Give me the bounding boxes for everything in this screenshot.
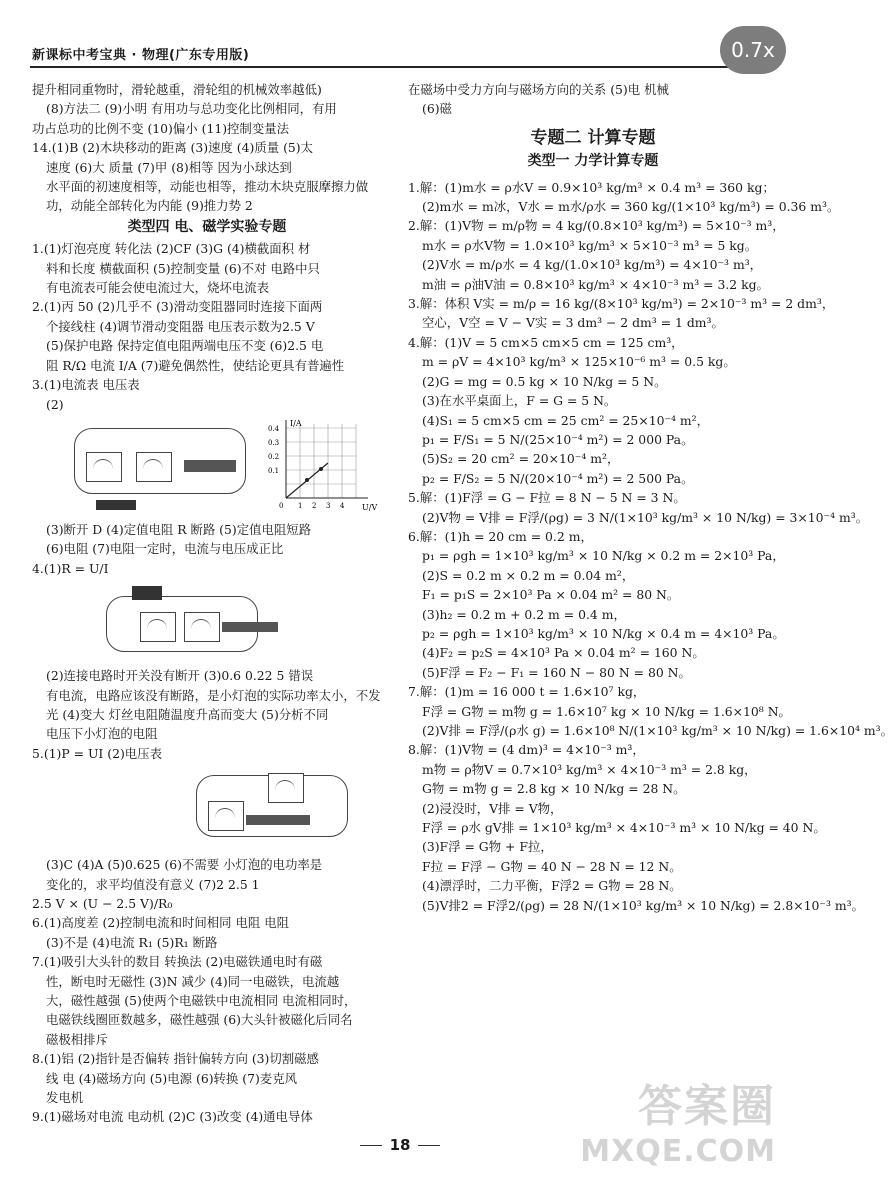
text-line: m物 = ρ物V = 0.7×10³ kg/m³ × 4×10⁻³ m³ = 2.8 kg， xyxy=(422,761,757,777)
text-line: 功，动能全部转化为内能 (9)推力势 2 xyxy=(46,198,253,214)
text-line: 性，断电时无磁性 (3)N 减少 (4)同一电磁铁，电流越 xyxy=(46,973,340,989)
text-line: 4.(1)R = U/I xyxy=(32,560,109,576)
text-line: p₂ = F/S₂ = 5 N/(20×10⁻⁴ m²) = 2 500 Pa。 xyxy=(422,470,694,486)
text-line: (2)V水 = m/ρ水 = 4 kg/(1.0×10³ kg/m³) = 4×10⁻³ m³， xyxy=(422,257,763,273)
text-line: 1.解：(1)m水 = ρ水V = 0.9×10³ kg/m³ × 0.4 m³ = 360 kg； xyxy=(408,179,775,195)
text-line: F浮 = G物 = m物 g = 1.6×10⁷ kg × 10 N/kg = 1.6×10⁸ N。 xyxy=(422,703,791,719)
text-line: (5)F浮 = F₂ − F₁ = 160 N − 80 N = 80 N。 xyxy=(422,664,691,680)
text-line: F浮 = ρ水 gV排 = 1×10³ kg/m³ × 4×10⁻³ m³ × 10 N/kg = 40 N。 xyxy=(422,820,826,836)
text-line: (6)电阻 (7)电阻一定时，电流与电压成正比 xyxy=(46,541,284,557)
text-line: 2.5 V × (U − 2.5 V)/R₀ xyxy=(32,895,173,911)
section-title-type4: 类型四 电、磁学实验专题 xyxy=(127,218,287,235)
text-line: 阻 R/Ω 电流 I/A (7)避免偶然性，使结论更具有普遍性 xyxy=(46,357,345,373)
rheostat-icon xyxy=(246,815,310,825)
graph-y-tick: 0.4 xyxy=(268,424,280,433)
text-line: (2)浸没时，V排 = V物， xyxy=(422,800,563,816)
text-line: (5)保护电路 保持定值电阻两端电压不变 (6)2.5 电 xyxy=(46,338,324,354)
text-line: (3)在水平桌面上，F = G = 5 N。 xyxy=(422,393,617,409)
graph-x-label: U/V xyxy=(362,502,378,512)
ammeter-icon xyxy=(86,452,122,482)
text-line: 2.解：(1)V物 = m/ρ物 = 4 kg/(0.8×10³ kg/m³) = 5×10⁻³ m³， xyxy=(408,218,785,234)
graph-origin: 0 xyxy=(279,501,284,510)
text-line: (5)S₂ = 20 cm² = 20×10⁻⁴ m²， xyxy=(422,451,620,467)
text-line: 4.解：(1)V = 5 cm×5 cm×5 cm = 125 cm³， xyxy=(408,334,684,350)
text-line: p₁ = F/S₁ = 5 N/(25×10⁻⁴ m²) = 2 000 Pa。 xyxy=(422,431,694,447)
text-line: m = ρV = 4×10³ kg/m³ × 125×10⁻⁶ m³ = 0.5 kg。 xyxy=(422,354,736,370)
topic-title: 专题二 计算专题 xyxy=(530,127,656,148)
voltmeter-icon xyxy=(136,452,172,482)
text-line: (4)F₂ = p₂S = 4×10³ Pa × 0.04 m² = 160 N。 xyxy=(422,645,705,661)
text-line: 8.(1)铝 (2)指针是否偏转 指针偏转方向 (3)切割磁感 xyxy=(32,1051,319,1067)
text-line: 1.(1)灯泡亮度 转化法 (2)CF (3)G (4)横截面积 材 xyxy=(32,241,311,257)
text-line: 提升相同重物时，滑轮越重，滑轮组的机械效率越低) xyxy=(32,82,322,97)
voltmeter-icon xyxy=(268,773,304,803)
text-line: 6.(1)高度差 (2)控制电流和时间相同 电阻 电阻 xyxy=(32,915,289,931)
voltmeter-icon xyxy=(184,612,220,642)
type-title: 类型一 力学计算专题 xyxy=(527,153,659,170)
text-line: 8.解：(1)V物 = (4 dm)³ = 4×10⁻³ m³， xyxy=(408,742,645,758)
ammeter-icon xyxy=(140,612,176,642)
page-number-text: 18 xyxy=(389,1136,411,1154)
text-line: F拉 = F浮 − G物 = 40 N − 28 N = 12 N。 xyxy=(422,858,682,874)
text-line: (2)V物 = V排 = F浮/(ρg) = 3 N/(1×10³ kg/m³ × 10 N/kg) = 3×10⁻⁴ m³。 xyxy=(422,509,869,525)
text-line: 7.解：(1)m = 16 000 t = 1.6×10⁷ kg， xyxy=(408,684,646,700)
graph-y-tick: 0.1 xyxy=(268,466,280,475)
text-line: 电压下小灯泡的电阻 xyxy=(46,726,158,742)
text-line: 功占总功的比例不变 (10)偏小 (11)控制变量法 xyxy=(32,120,289,136)
battery-icon xyxy=(96,500,136,510)
text-line: 电磁铁线圈匝数越多，磁性越强 (6)大头针被磁化后同名 xyxy=(46,1012,353,1028)
iu-graph xyxy=(264,418,384,512)
text-line: 空心，V空 = V − V实 = 3 dm³ − 2 dm³ = 1 dm³。 xyxy=(422,315,724,331)
text-line: 料和长度 横截面积 (5)控制变量 (6)不对 电路中只 xyxy=(46,260,320,276)
text-line: 线 电 (4)磁场方向 (5)电源 (6)转换 (7)麦克风 xyxy=(46,1070,297,1086)
ammeter-icon xyxy=(208,801,244,831)
right-column xyxy=(408,80,893,915)
text-line: (6)磁 xyxy=(422,101,452,117)
graph-x-tick: 3 xyxy=(326,501,331,510)
text-line: (4)漂浮时，二力平衡，F浮2 = G物 = 28 N。 xyxy=(422,878,682,894)
graph-x-tick: 2 xyxy=(312,501,317,510)
text-line: 14.(1)B (2)木块移动的距离 (3)速度 (4)质量 (5)太 xyxy=(32,140,314,156)
rheostat-icon xyxy=(184,460,236,472)
text-line: 大，磁性越强 (5)使两个电磁铁中电流相同 电流相同时， xyxy=(46,993,357,1008)
text-line: (2)连接电路时开关没有断开 (3)0.6 0.22 5 错误 xyxy=(46,668,314,684)
text-line: 水平面的初速度相等，动能也相等，推动木块克服摩擦力做 xyxy=(46,179,369,195)
q3-circuit-figure xyxy=(46,418,382,516)
text-line: m油 = ρ油V油 = 0.8×10³ kg/m³ × 4×10⁻³ m³ = 3.2 kg。 xyxy=(422,276,769,292)
zoom-level-badge[interactable]: 0.7x xyxy=(720,26,786,74)
text-line: 3.解：体积 V实 = m/ρ = 16 kg/(8×10³ kg/m³) = 2×10⁻³ m³ = 2 dm³， xyxy=(408,296,835,312)
text-line: 2.(1)丙 50 (2)几乎不 (3)滑动变阻器同时连接下面两 xyxy=(32,299,323,315)
text-line: (2) xyxy=(46,396,64,412)
text-line: 磁极相排斥 xyxy=(46,1031,108,1047)
text-line: (2)G = mg = 0.5 kg × 10 N/kg = 5 N。 xyxy=(422,373,667,389)
left-column xyxy=(32,80,382,1127)
text-line: 个接线柱 (4)调节滑动变阻器 电压表示数为2.5 V xyxy=(46,318,315,334)
text-line: 5.(1)P = UI (2)电压表 xyxy=(32,745,162,761)
text-line: (3)C (4)A (5)0.625 (6)不需要 小灯泡的电功率是 xyxy=(46,857,323,873)
text-line: 光 (4)变大 灯丝电阻随温度升高而变大 (5)分析不同 xyxy=(46,706,329,722)
text-line: 有电流表可能会使电流过大，烧坏电流表 xyxy=(46,280,270,296)
q5-circuit-figure xyxy=(46,767,382,851)
graph-x-tick: 4 xyxy=(340,501,345,510)
header-divider xyxy=(30,66,770,68)
watermark-logo: 答案圈 MXQE.COM xyxy=(580,1081,776,1169)
text-line: G物 = m物 g = 2.8 kg × 10 N/kg = 28 N。 xyxy=(422,781,686,797)
text-line: 变化的，求平均值没有意义 (7)2 2.5 1 xyxy=(46,876,260,892)
battery-icon xyxy=(132,586,162,600)
text-line: p₁ = ρgh = 1×10³ kg/m³ × 10 N/kg × 0.2 m = 2×10³ Pa， xyxy=(422,548,785,564)
text-line: 在磁场中受力方向与磁场方向的关系 (5)电 机械 xyxy=(408,82,669,97)
book-header-title: 新课标中考宝典 · 物理(广东专用版) xyxy=(32,48,250,63)
text-line: (3)不是 (4)电流 R₁ (5)R₁ 断路 xyxy=(46,934,218,950)
rheostat-icon xyxy=(222,622,278,632)
text-line: p₂ = ρgh = 1×10³ kg/m³ × 10 N/kg × 0.4 m = 4×10³ Pa。 xyxy=(422,625,785,641)
text-line: 速度 (6)大 质量 (7)甲 (8)相等 因为小球达到 xyxy=(46,159,292,175)
graph-x-tick: 1 xyxy=(298,501,303,510)
text-line: 6.解：(1)h = 20 cm = 0.2 m， xyxy=(408,528,593,544)
text-line: (3)h₂ = 0.2 m + 0.2 m = 0.4 m， xyxy=(422,606,626,622)
text-line: F₁ = p₁S = 2×10³ Pa × 0.04 m² = 80 N。 xyxy=(422,587,680,603)
text-line: 有电流，电路应该没有断路，是小灯泡的实际功率太小，不发 xyxy=(46,687,381,703)
text-line: 5.解：(1)F浮 = G − F拉 = 8 N − 5 N = 3 N。 xyxy=(408,490,686,506)
text-line: (8)方法二 (9)小明 有用功与总功变化比例相同，有用 xyxy=(46,101,337,117)
text-line: m水 = ρ水V物 = 1.0×10³ kg/m³ × 5×10⁻³ m³ = 5 kg。 xyxy=(422,237,758,253)
text-line: 9.(1)磁场对电流 电动机 (2)C (3)改变 (4)通电导体 xyxy=(32,1109,313,1125)
graph-y-tick: 0.3 xyxy=(268,438,280,447)
text-line: (3)断开 D (4)定值电阻 R 断路 (5)定值电阻短路 xyxy=(46,521,312,537)
q4-circuit-figure xyxy=(46,582,382,662)
graph-y-label: I/A xyxy=(290,418,302,428)
text-line: (2)V排 = F浮/(ρ水 g) = 1.6×10⁸ N/(1×10³ kg/m³ × 10 N/kg) = 1.6×10⁴ m³。 xyxy=(422,723,893,738)
text-line: (2)S = 0.2 m × 0.2 m = 0.04 m²， xyxy=(422,567,635,583)
text-line: 3.(1)电流表 电压表 xyxy=(32,377,140,393)
graph-y-tick: 0.2 xyxy=(268,452,280,461)
text-line: 7.(1)吸引大头针的数目 转换法 (2)电磁铁通电时有磁 xyxy=(32,954,323,970)
text-line: (4)S₁ = 5 cm×5 cm = 25 cm² = 25×10⁻⁴ m²， xyxy=(422,412,710,428)
text-line: (2)m水 = m冰，V水 = m水/ρ水 = 360 kg/(1×10³ kg/m³) = 0.36 m³。 xyxy=(422,199,840,215)
text-line: (5)V排2 = F浮2/(ρg) = 28 N/(1×10³ kg/m³ × 10 N/kg) = 2.8×10⁻³ m³。 xyxy=(422,897,864,913)
text-line: 发电机 xyxy=(46,1090,84,1106)
text-line: (3)F浮 = G物 + F拉， xyxy=(422,839,553,855)
